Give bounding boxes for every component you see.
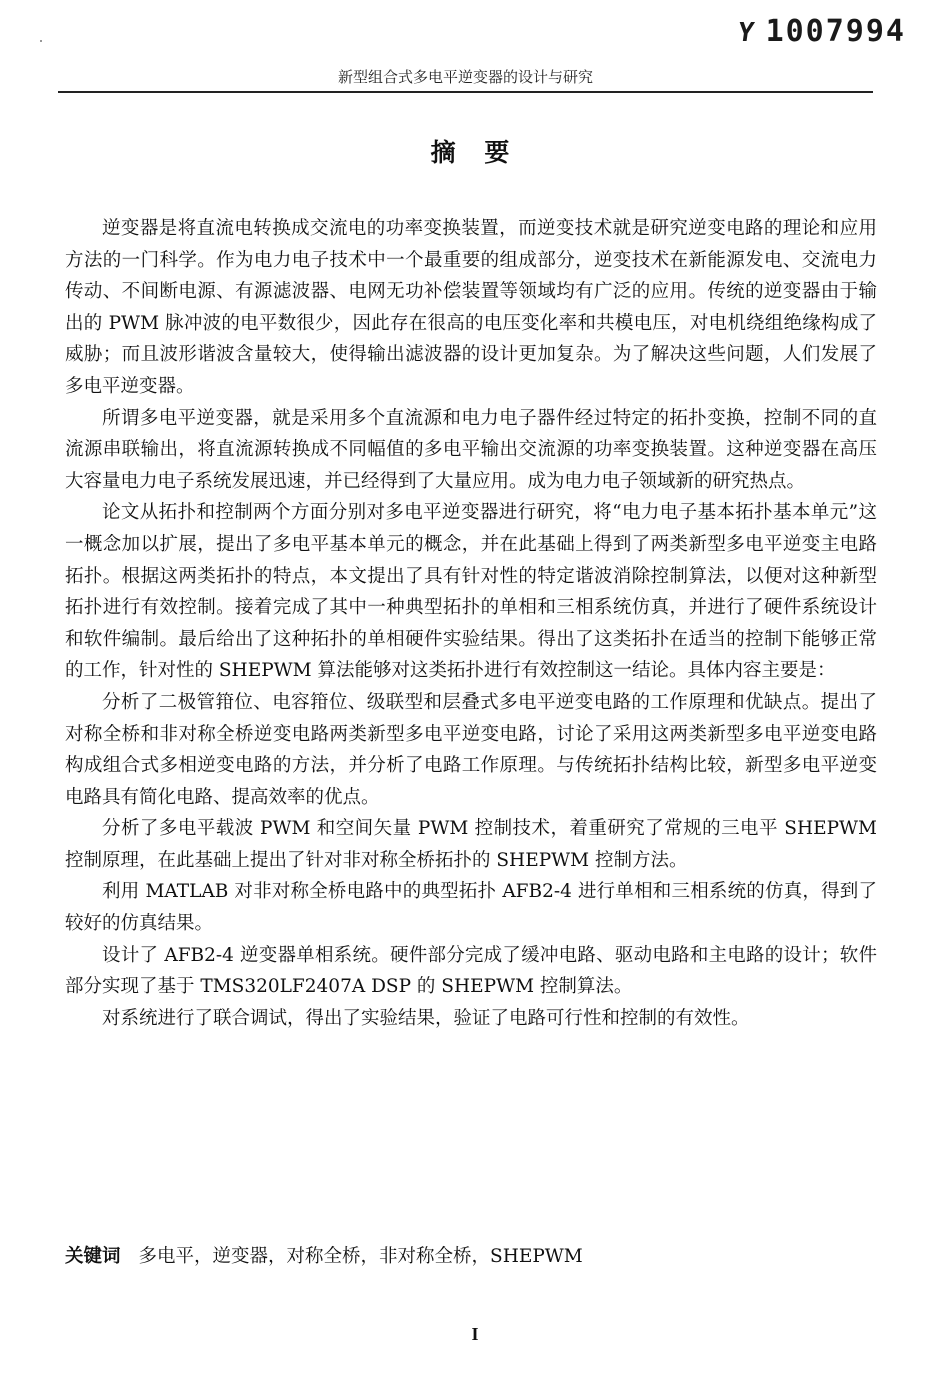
header-rule xyxy=(58,91,873,93)
paragraph: 设计了 AFB2-4 逆变器单相系统。硬件部分完成了缓冲电路、驱动电路和主电路的设计；软件部分实现了基于 TMS320LF2407A DSP 的 SHEPWM 控制算法。 xyxy=(65,944,877,998)
document-stamp xyxy=(735,14,906,49)
scan-speck xyxy=(40,40,42,42)
stamp-prefix: Y xyxy=(735,18,758,48)
paragraph: 论文从拓扑和控制两个方面分别对多电平逆变器进行研究，将“电力电子基本拓扑基本单元”这一概念加以扩展，提出了多电平基本单元的概念，并在此基础上得到了两类新型多电平逆变主电路拓扑。根据这两类拓扑的特点，本文提出了具有针对性的特定谐波消除控制算法，以便对这种新型拓扑进行有效控制。接着完成了其中一种典型拓扑的单相和三相系统仿真，并进行了硬件系统设计和软件编制。最后给出了这种拓扑的单相硬件实验结果。得出了这类拓扑在适当的控制下能够正常的工作，针对性的 SHEPWM 算法能够对这类拓扑进行有效控制这一结论。具体内容主要是： xyxy=(65,502,877,682)
page-number: I xyxy=(471,1324,479,1344)
keywords-line xyxy=(65,1243,877,1271)
paragraph: 利用 MATLAB 对非对称全桥电路中的典型拓扑 AFB2-4 进行单相和三相系统的仿真，得到了较好的仿真结果。 xyxy=(65,881,877,935)
abstract-body xyxy=(65,213,877,1034)
keywords-label: 关键词 xyxy=(65,1246,121,1267)
running-header: 新型组合式多电平逆变器的设计与研究 xyxy=(337,68,593,86)
paragraph: 逆变器是将直流电转换成交流电的功率变换装置，而逆变技术就是研究逆变电路的理论和应用方法的一门科学。作为电力电子技术中一个最重要的组成部分，逆变技术在新能源发电、交流电力传动、不间断电源、有源滤波器、电网无功补偿装置等领域均有广泛的应用。传统的逆变器由于输出的 PWM 脉冲波的电平数很少，因此存在很高的电压变化率和共模电压，对电机绕组绝缘构成了威胁；而且波形谐波含量较大，使得输出滤波器的设计更加复杂。为了解决这些问题，人们发展了多电平逆变器。 xyxy=(65,218,877,397)
stamp-number: 1007994 xyxy=(765,14,906,49)
paragraph: 分析了多电平载波 PWM 和空间矢量 PWM 控制技术，着重研究了常规的三电平 SHEPWM 控制原理，在此基础上提出了针对非对称全桥拓扑的 SHEPWM 控制方法。 xyxy=(65,818,877,871)
paragraph: 对系统进行了联合调试，得出了实验结果，验证了电路可行性和控制的有效性。 xyxy=(102,1007,750,1029)
keywords-text: 多电平，逆变器，对称全桥，非对称全桥，SHEPWM xyxy=(138,1246,583,1267)
paragraph: 所谓多电平逆变器，就是采用多个直流源和电力电子器件经过特定的拓扑变换，控制不同的直流源串联输出，将直流源转换成不同幅值的多电平输出交流源的功率变换装置。这种逆变器在高压大容量电力电子系统发展迅速，并已经得到了大量应用。成为电力电子领域新的研究热点。 xyxy=(65,407,877,492)
page-title: 摘 要 xyxy=(430,138,520,167)
paragraph: 分析了二极管箝位、电容箝位、级联型和层叠式多电平逆变电路的工作原理和优缺点。提出了对称全桥和非对称全桥逆变电路两类新型多电平逆变电路，讨论了采用这两类新型多电平逆变电路构成组合式多相逆变电路的方法，并分析了电路工作原理。与传统拓扑结构比较，新型多电平逆变电路具有简化电路、提高效率的优点。 xyxy=(65,691,877,808)
